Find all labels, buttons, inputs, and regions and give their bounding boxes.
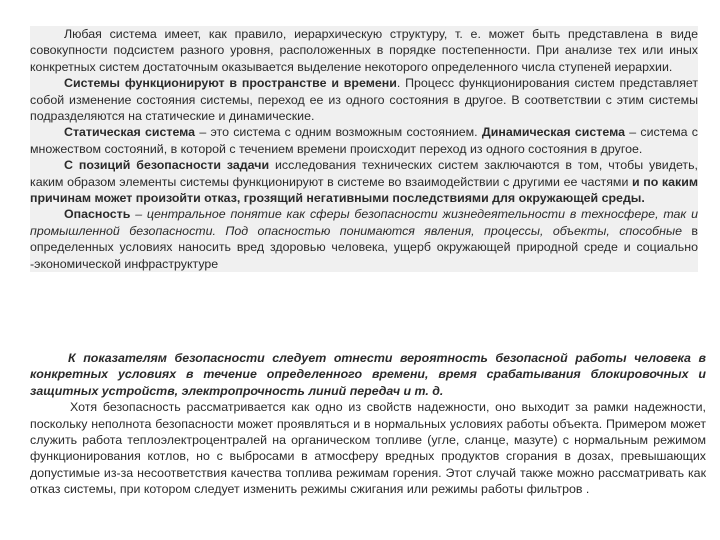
- paragraph-danger: [30, 206, 698, 272]
- term-functioning: Системы функционируют в пространстве и времени: [64, 76, 397, 91]
- term-dynamic-system: Динамическая система: [481, 125, 625, 140]
- term-safety-tasks: С позиций безопасности задачи: [64, 158, 270, 173]
- paragraph-static-dynamic: [30, 124, 698, 157]
- static-definition: – это система с одним возможным состоянием.: [195, 125, 482, 140]
- paragraph-safety-tasks: [30, 157, 698, 206]
- safety-tasks-emphasis: и по каким причинам может произойти отказ, грозящий негативными последствиями для окружающей среды.: [30, 174, 698, 206]
- dynamic-definition: – система с множеством состояний, в которой с течением времени происходит переход из одного состояния в другое.: [30, 125, 698, 156]
- paragraph-hierarchy-text: Любая система имеет, как правило, иерархическую структуру, т. е. может быть представлена в виде совокупности подсистем разного уровня, расположенных в порядке постепенности. При анализе тех или иных конкретных систем достаточным оказывается выделение некоторого определенного числа ступеней иерархии.: [30, 27, 698, 74]
- upper-text-block: [30, 26, 698, 272]
- safety-tasks-text: исследования технических систем заключаются в том, чтобы увидеть, каким образом элементы системы функционируют в системе во взаимодействии с другими ее частями: [30, 158, 699, 189]
- paragraph-safety-indicators: К показателям безопасности следует отнести вероятность безопасной работы человека в конкретных условиях в течение определенного времени, время срабатывания блокировочных и защитных устройств, электропрочность линий передач и т. д.: [30, 351, 706, 398]
- lower-text-block: [30, 350, 706, 498]
- paragraph-safety-vs-reliability: Хотя безопасность рассматривается как одно из свойств надежности, оно выходит за рамки надежности, поскольку неполнота безопасности может проявляться и в нормальных условиях работы объекта. Примером может служить работа теплоэлектроцентралей на органическом топливе (угле, сланце, мазуте) с нормальным режимом функционирования котлов, но с выбросами в атмосферу вредных продуктов сгорания в дозах, превышающих допустимые из-за несоответствия качества топлива режимам горения. Этот случай также можно рассматривать как отказ системы, при котором следует изменить режимы сжигания или режимы работы фильтров .: [30, 400, 706, 497]
- danger-definition: – центральное понятие как сферы безопасности жизнедеятельности в техносфере, так и промышленной безопасности. Под опасностью понимаются явления, процессы, объекты, способные: [30, 207, 698, 238]
- paragraph-functioning-text: . Процесс функционирования систем представляет собой изменение состояния системы, переход ее из одного состояния в другое. В соответствии с этим системы подразделяются на статические и динамические.: [30, 76, 698, 124]
- term-danger: Опасность: [64, 207, 131, 222]
- paragraph-hierarchy: [30, 26, 698, 75]
- paragraph-functioning: [30, 75, 698, 124]
- danger-definition-rest: в определенных условиях наносить вред здоровью человека, ущерб окружающей природной среде и социально -экономической инфраструктуре: [30, 223, 698, 271]
- term-static-system: Статическая система: [64, 125, 196, 140]
